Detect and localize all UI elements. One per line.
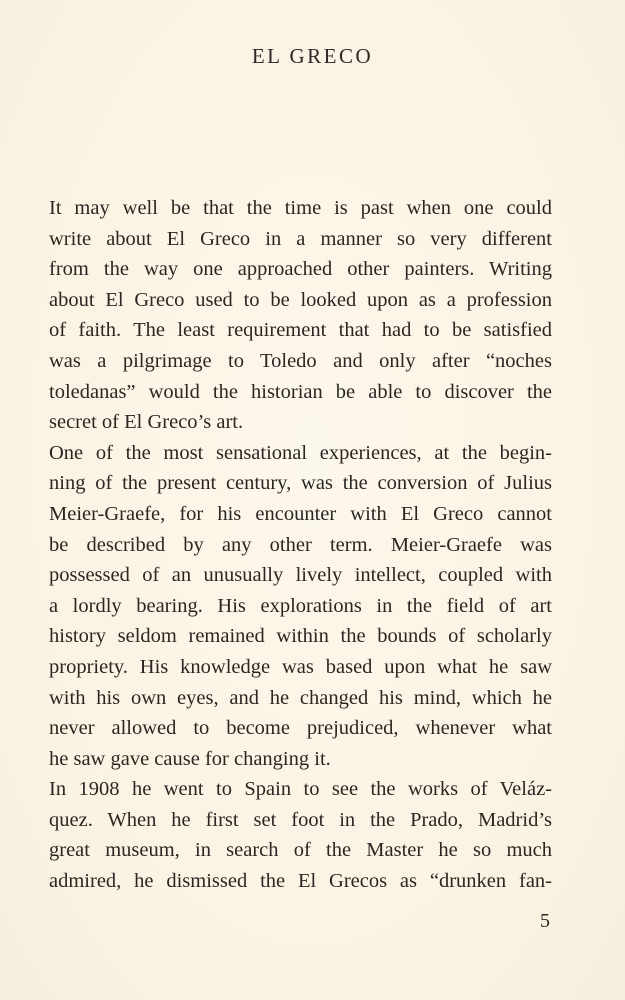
text-line: about El Greco used to be looked upon as a profession [49, 288, 552, 311]
page-number: 5 [540, 910, 550, 932]
text-line: In 1908 he went to Spain to see the works of Veláz- [49, 778, 552, 801]
text-line: quez. When he first set foot in the Prado, Madrid’s [49, 808, 552, 831]
text-line: never allowed to become prejudiced, whenever what [49, 717, 552, 740]
text-line: with his own eyes, and he changed his mind, which he [49, 686, 552, 709]
text-line: ning of the present century, was the conversion of Julius [49, 472, 552, 495]
text-line: It may well be that the time is past when one could [49, 197, 552, 219]
text-line: was a pilgrimage to Toledo and only after “noches [49, 349, 552, 372]
text-line: write about El Greco in a manner so very different [49, 227, 552, 250]
text-line: history seldom remained within the bounds of scholarly [49, 625, 552, 648]
text-line-paragraph-end: he saw gave cause for changing it. [49, 747, 331, 770]
text-line: toledanas” would the historian be able to discover the [49, 380, 552, 403]
text-line: propriety. His knowledge was based upon what he saw [49, 655, 552, 678]
text-line: admired, he dismissed the El Grecos as “drunken fan- [49, 870, 552, 893]
text-line: great museum, in search of the Master he so much [49, 839, 552, 862]
text-line: be described by any other term. Meier-Graefe was [49, 533, 552, 556]
text-line-paragraph-end: secret of El Greco’s art. [49, 411, 244, 434]
body-text [49, 193, 552, 897]
text-line: from the way one approached other painters. Writing [49, 258, 552, 281]
running-head: EL GRECO [251, 44, 374, 68]
text-line: Meier-Graefe, for his encounter with El Greco cannot [49, 502, 552, 525]
text-line: of faith. The least requirement that had to be satisfied [49, 319, 552, 342]
text-line: a lordly bearing. His explorations in the field of art [49, 594, 552, 617]
text-line: One of the most sensational experiences, at the begin- [49, 441, 552, 464]
text-line: possessed of an unusually lively intellect, coupled with [49, 564, 552, 587]
